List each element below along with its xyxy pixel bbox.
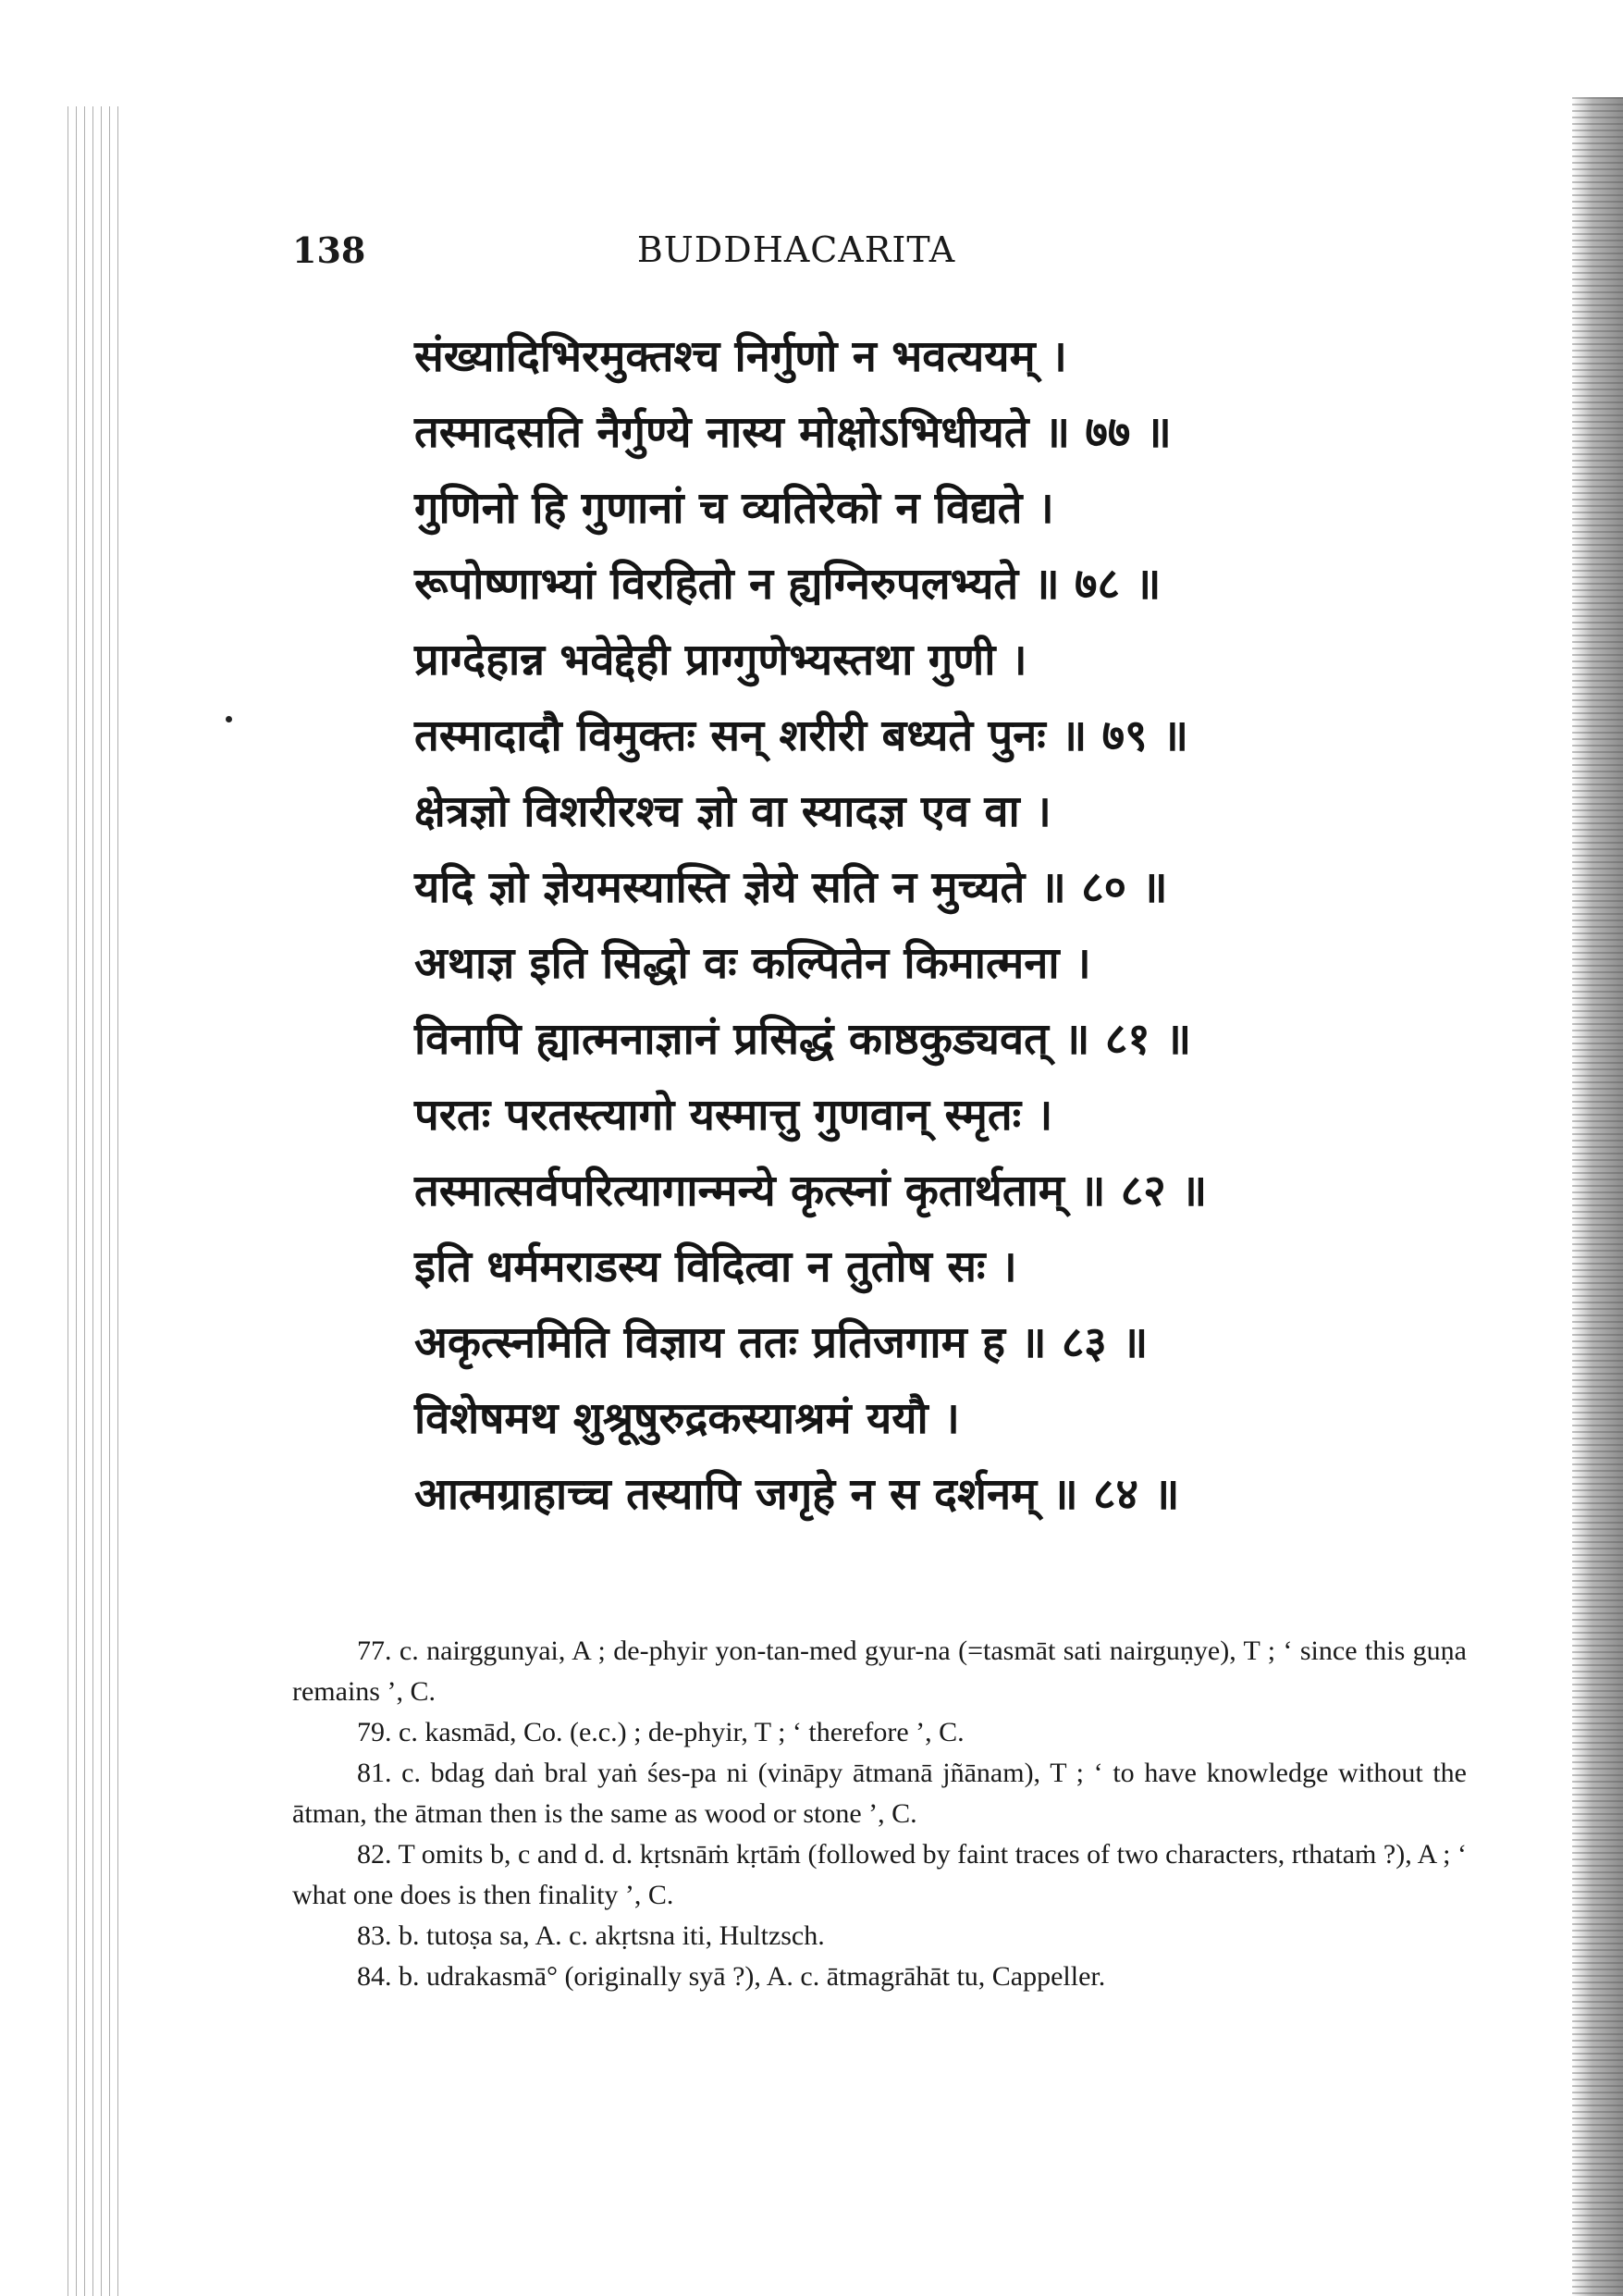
footnote: 79. c. kasmād, Co. (e.c.) ; de-phyir, T ; ‘ therefore ’, C.: [357, 1717, 965, 1747]
verse-line: आत्मग्राहाच्च तस्यापि जगृहे न स दर्शनम् ॥ ८४ ॥: [414, 1469, 1180, 1520]
scan-right-edge: [1572, 97, 1623, 2296]
footnote: 82. T omits b, c and d. d. kṛtsnāṁ kṛtāṁ (followed by faint traces of two characters, rthataṁ ?), A ; ‘ what one does is then finality ’, C.: [292, 1839, 1467, 1910]
verse-line: संख्यादिभिरमुक्तश्च निर्गुणो न भवत्ययम् ।: [414, 331, 1067, 382]
verse-line: यदि ज्ञो ज्ञेयमस्यास्ति ज्ञेये सति न मुच्यते ॥ ८० ॥: [414, 862, 1168, 913]
verse-line: रूपोष्णाभ्यां विरहितो न ह्यग्निरुपलभ्यते ॥ ७८ ॥: [414, 559, 1162, 610]
footnote: 77. c. nairggunyai, A ; de-phyir yon-tan-med gyur-na (=tasmāt sati nairguṇye), T ; ‘ since this guṇa remains ’, C.: [292, 1636, 1467, 1707]
verse-line: तस्मादसति नैर्गुण्ये नास्य मोक्षोऽभिधीयते ॥ ७७ ॥: [414, 407, 1172, 458]
scan-speck: [226, 716, 232, 722]
verse-line: अथाज्ञ इति सिद्धो वः कल्पितेन किमात्मना ।: [414, 938, 1091, 989]
verse-line: परतः परतस्त्यागो यस्मात्तु गुणवान् स्मृतः ।: [414, 1090, 1053, 1141]
verse-line: तस्मात्सर्वपरित्यागान्मन्ये कृत्स्नां कृतार्थताम् ॥ ८२ ॥: [414, 1166, 1208, 1216]
page-header: [292, 229, 1300, 285]
verse-line: गुणिनो हि गुणानां च व्यतिरेको न विद्यते ।: [414, 483, 1054, 534]
verse-line: क्षेत्रज्ञो विशरीरश्च ज्ञो वा स्यादज्ञ एव वा ।: [414, 786, 1051, 837]
footnote: 83. b. tutoṣa sa, A. c. akṛtsna iti, Hultzsch.: [357, 1920, 825, 1951]
running-title: BUDDHACARITA: [636, 229, 956, 270]
footnote: 81. c. bdag daṅ bral yaṅ śes-pa ni (vināpy ātmanā jñānam), T ; ‘ to have knowledge without the ātman, the ātman then is the same as wood or stone ’, C.: [292, 1758, 1467, 1829]
verse-line: विशेषमथ शुश्रूषुरुद्रकस्याश्रमं ययौ ।: [414, 1393, 960, 1444]
verse-line: अकृत्स्नमिति विज्ञाय ततः प्रतिजगाम ह ॥ ८३ ॥: [414, 1317, 1149, 1368]
scan-left-edge: [65, 106, 120, 2296]
footnote: 84. b. udrakasmā° (originally syā ?), A. c. ātmagrāhāt tu, Cappeller.: [357, 1961, 1106, 1992]
verse-line: इति धर्ममराडस्य विदित्वा न तुतोष सः ।: [414, 1241, 1017, 1292]
verse-line: तस्मादादौ विमुक्तः सन् शरीरी बध्यते पुनः ॥ ७९ ॥: [414, 710, 1189, 761]
footnotes: [292, 1631, 1467, 1997]
verse-line: विनापि ह्यात्मनाज्ञानं प्रसिद्धं काष्ठकुड्यवत् ॥ ८१ ॥: [414, 1014, 1192, 1065]
verse-line: प्राग्देहान्न भवेद्देही प्राग्गुणेभ्यस्तथा गुणी ।: [414, 635, 1027, 685]
verse-block: [414, 319, 1469, 1533]
page-number: 138: [292, 229, 366, 271]
